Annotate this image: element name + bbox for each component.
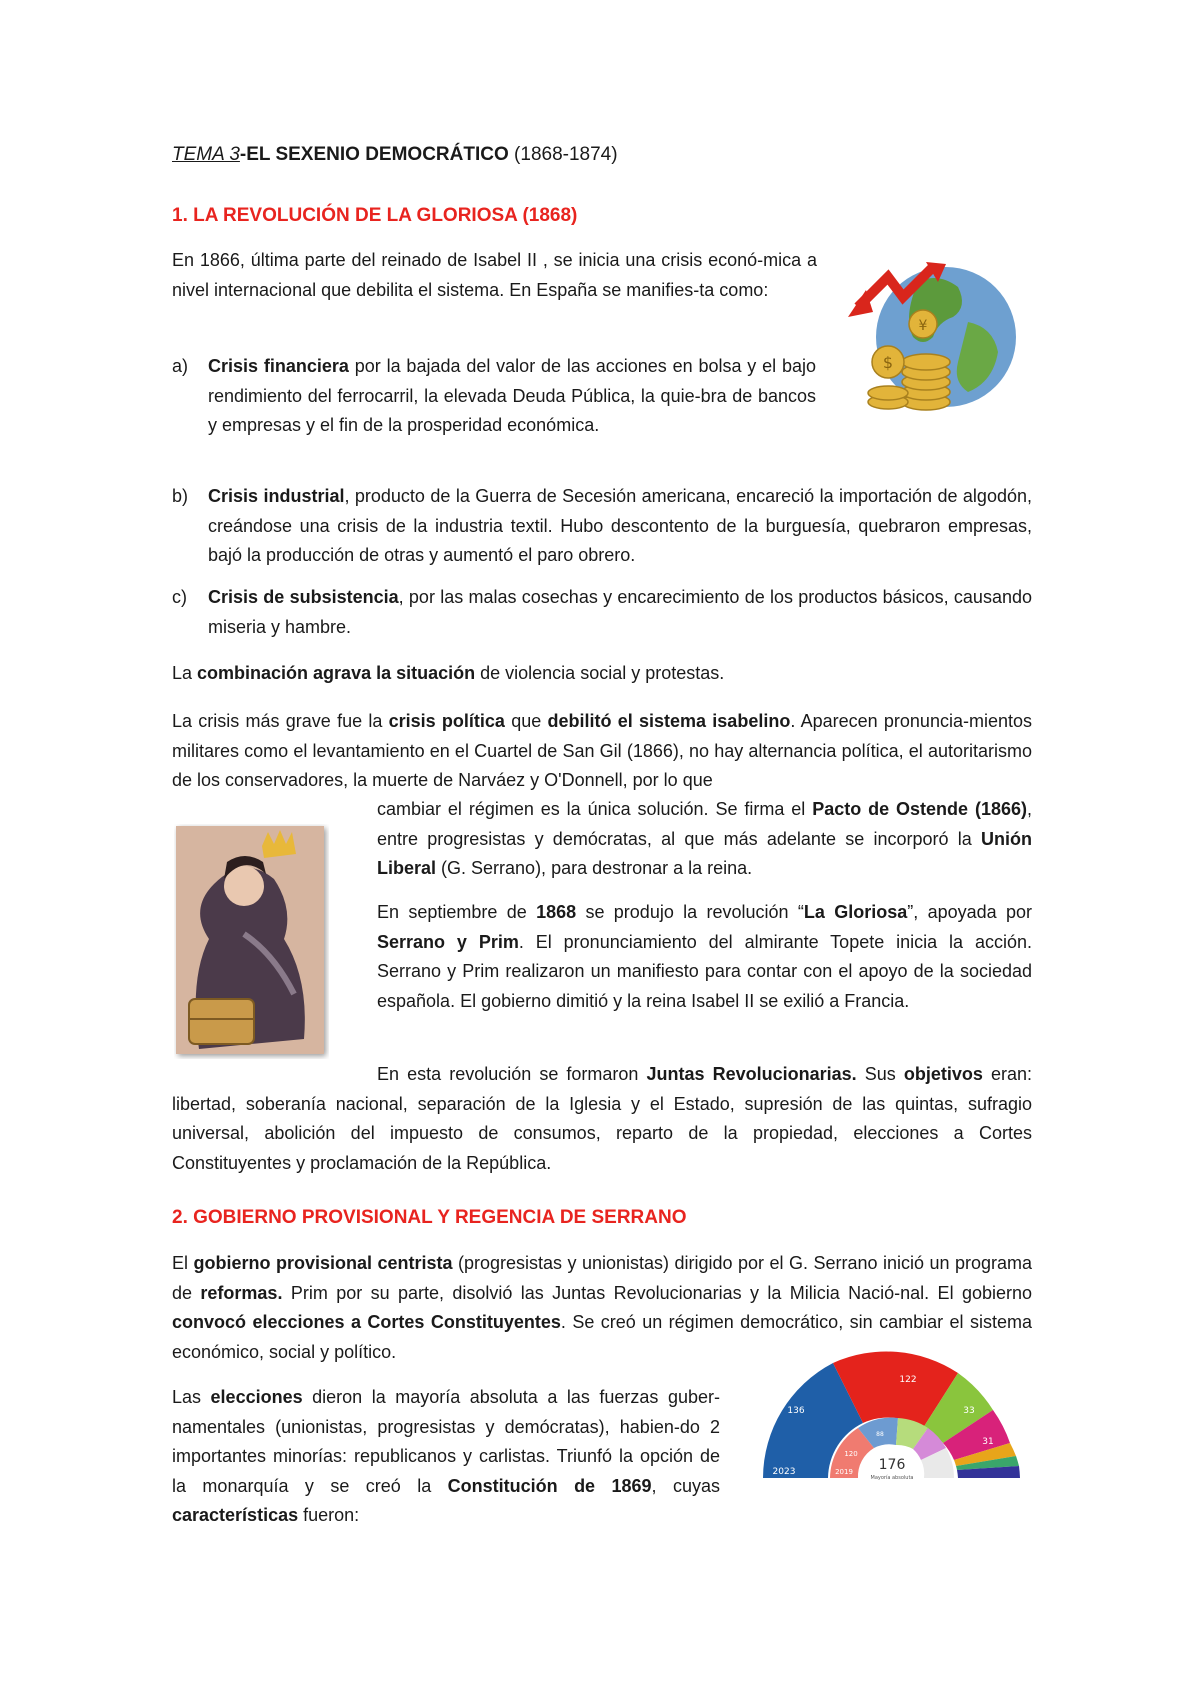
intro-paragraph: En 1866, última parte del reinado de Isabel II , se inicia una crisis econó-mica a nivel internacional que debilita el sistema. En España se manifies-ta como: — [172, 250, 817, 300]
seats-31: 31 — [982, 1437, 994, 1447]
ostende-post: (G. Serrano), para destronar a la reina. — [436, 858, 753, 878]
combination-post: de violencia social y protestas. — [475, 663, 725, 683]
elections-mid2: , cuyas — [651, 1475, 720, 1496]
elections-mid: dieron la mayoría absoluta a las fuerzas guber-namentales (unionistas, progresistas y demócratas), habien-do 2 importantes minorías: republicanos y carlistas. Triunfó la opción de la monarquía y se creó la — [172, 1387, 720, 1496]
list-marker-b: b) — [172, 486, 189, 506]
ostende-bold: Pacto de Ostende (1866) — [812, 799, 1027, 819]
government-post: . Se creó un régimen democrático, sin cambiar el sistema económico, social y político. — [172, 1312, 1032, 1362]
september-bold2: La Gloriosa — [803, 902, 908, 922]
september-bold1: 1868 — [536, 902, 577, 922]
dollar-glyph: $ — [882, 353, 894, 372]
section2-heading: 2. GOBIERNO PROVISIONAL Y REGENCIA DE SERRANO — [172, 1207, 687, 1228]
seats-122: 122 — [899, 1375, 917, 1385]
political-post: . Aparecen pronuncia-mientos militares como el levantamiento en el Cuartel de San Gil (1866), no hay alternancia política, el autoritarismo de los conservadores, la muerte de Narváez y O'Donnell, por lo que — [172, 711, 1032, 790]
september-paragraph — [377, 898, 1032, 1016]
government-bold1: gobierno provisional centrista — [193, 1253, 453, 1273]
elections-pre: Las — [172, 1387, 211, 1407]
list-marker-a: a) — [172, 356, 189, 376]
list-item-a-bold: Crisis financiera — [208, 356, 349, 376]
government-mid1: (progresistas y unionistas) dirigido por el G. Serrano inició un programa de — [172, 1253, 1032, 1303]
september-post: . El pronunciamiento del almirante Topete inicia la acción. Serrano y Prim realizaron un manifiesto para contar con el apoyo de la sociedad española. El gobierno dimitió y la reina Isabel II se exilió a Francia. — [377, 931, 1032, 1011]
political-pre: La crisis más grave fue la — [172, 711, 389, 731]
year-2023: 2023 — [772, 1467, 796, 1477]
list-item-b-bold: Crisis industrial — [208, 486, 345, 506]
elections-bold2: Constitución de 1869 — [447, 1475, 652, 1496]
seats-33: 33 — [963, 1406, 975, 1416]
elections-paragraph — [172, 1383, 720, 1531]
seats-120: 120 — [844, 1450, 858, 1458]
list-item-c-bold: Crisis de subsistencia — [208, 587, 399, 607]
title-main: -EL SEXENIO DEMOCRÁTICO — [239, 144, 509, 165]
political-crisis-paragraph — [172, 707, 1032, 796]
list-item-b — [208, 482, 1032, 571]
juntas-post: eran: libertad, soberanía nacional, separación de la Iglesia y el Estado, supresión de las quintas, sufragio universal, abolición del impuesto de consumos, reparto de la propiedad, elecciones a Cortes Constituyentes y proclamación de la República. — [172, 1064, 1032, 1173]
seats-136: 136 — [787, 1406, 805, 1416]
combination-paragraph — [172, 659, 1032, 689]
september-bold3: Serrano y Prim — [377, 931, 519, 952]
juntas-pre: En esta revolución se formaron — [377, 1064, 647, 1084]
list-item-c — [208, 583, 1032, 642]
globe-coins-image — [848, 262, 1018, 422]
list-marker-c: c) — [172, 587, 187, 607]
list-item-a-text: por la bajada del valor de las acciones en bolsa y el bajo rendimiento del ferrocarril, la elevada Deuda Pública, la quie-bra de bancos y empresas y el fin de la prosperidad económica. — [208, 356, 817, 435]
yen-glyph: ¥ — [918, 318, 928, 334]
majority-number: 176 — [878, 1457, 906, 1473]
september-pre: En septiembre de — [377, 902, 537, 922]
september-mid2: ”, apoyada por — [907, 902, 1032, 922]
ostende-pre: cambiar el régimen es la única solución. Se firma el — [377, 799, 813, 819]
elections-bold1: elecciones — [210, 1387, 303, 1407]
list-item-a — [208, 352, 816, 441]
government-pre: El — [172, 1253, 194, 1273]
political-bold1: crisis política — [388, 711, 505, 731]
government-bold2: reformas. — [200, 1282, 283, 1303]
juntas-bold2: objetivos — [903, 1064, 983, 1084]
section1-heading: 1. LA REVOLUCIÓN DE LA GLORIOSA (1868) — [172, 205, 578, 226]
political-mid: que — [504, 711, 548, 731]
list-item-b-text: , producto de la Guerra de Secesión americana, encareció la importación de algodón, creándose una crisis de la industria textil. Hubo descontento de la burguesía, quebraron empresas, bajó la producción de otras y aumentó el paro obrero. — [208, 486, 1032, 565]
seats-88: 88 — [876, 1431, 884, 1438]
queen-isabel-image — [174, 824, 329, 1059]
elections-bold3: características — [172, 1505, 299, 1525]
political-bold2: debilitó el sistema isabelino — [547, 711, 791, 731]
september-mid1: se produjo la revolución “ — [576, 902, 804, 922]
title-years: (1868-1874) — [508, 144, 618, 165]
parliament-seats-chart — [758, 1348, 1028, 1483]
ostende-paragraph — [377, 795, 1032, 884]
elections-post: fueron: — [298, 1505, 360, 1525]
year-2019: 2019 — [835, 1468, 853, 1476]
list-item-c-text: , por las malas cosechas y encarecimiento de los productos básicos, causando miseria y hambre. — [208, 587, 1032, 637]
ostende-bold2: Unión Liberal — [377, 828, 1032, 878]
page-title — [172, 144, 618, 166]
ostende-mid: , entre progresistas y demócratas, al que más adelante se incorporó la — [377, 799, 1032, 849]
juntas-bold1: Juntas Revolucionarias. — [646, 1064, 857, 1084]
title-prefix: TEMA 3 — [172, 144, 240, 165]
combination-pre: La — [172, 663, 198, 683]
combination-bold: combinación agrava la situación — [197, 663, 476, 683]
government-bold3: convocó elecciones a Cortes Constituyentes — [172, 1312, 561, 1332]
juntas-mid: Sus — [856, 1064, 904, 1084]
government-mid2: Prim por su parte, disolvió las Juntas Revolucionarias y la Milicia Nació-nal. El gobierno — [282, 1282, 1032, 1303]
majority-label: Mayoría absoluta — [870, 1475, 914, 1481]
juntas-paragraph — [172, 1060, 1032, 1178]
